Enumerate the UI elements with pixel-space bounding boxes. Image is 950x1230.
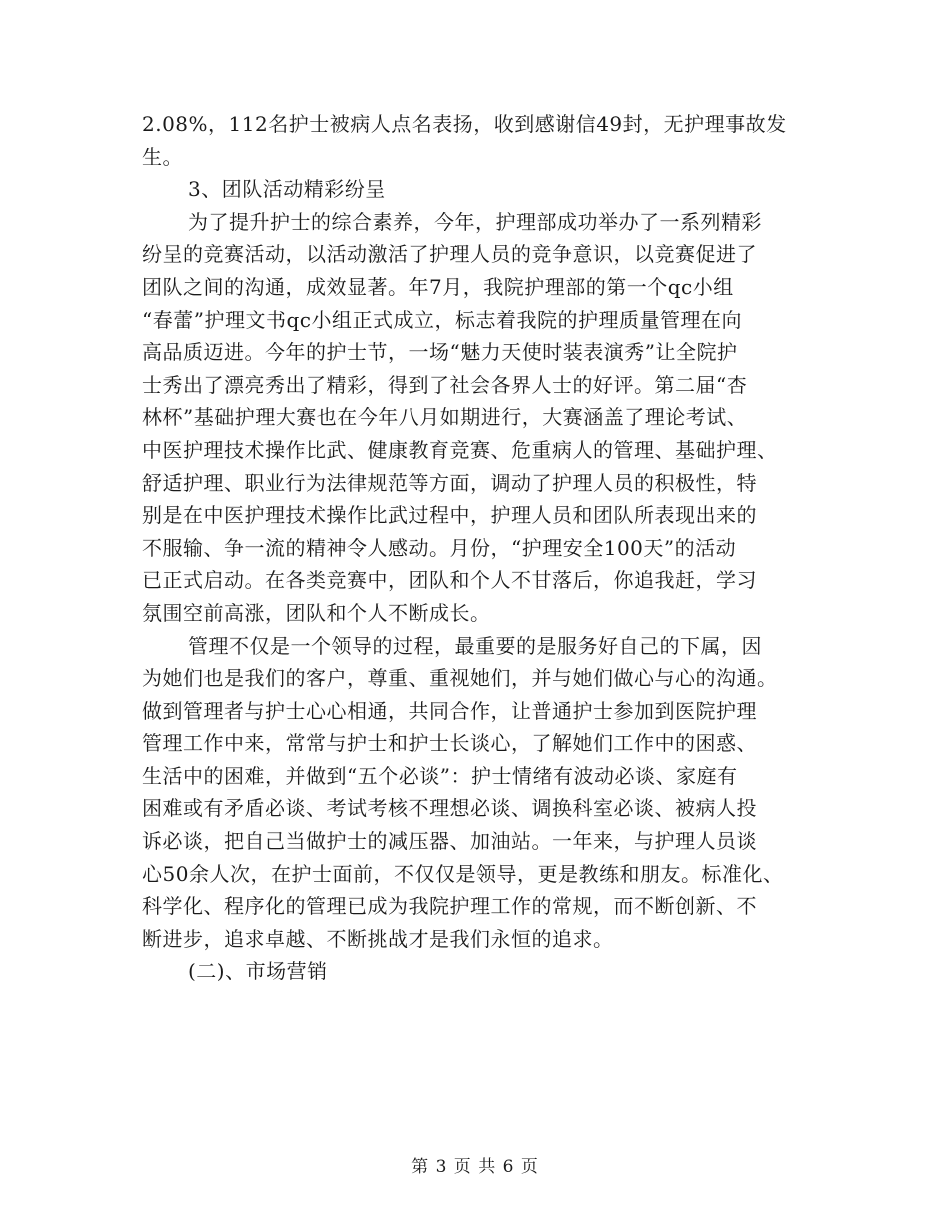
text-line: 管理工作中来，常常与护士和护士长谈心，了解她们工作中的困惑、 bbox=[142, 731, 757, 756]
text-line: 不服输、争一流的精神令人感动。月份，“护理安全100天”的活动 bbox=[142, 535, 737, 560]
text-line: 为了提升护士的综合素养，今年，护理部成功举办了一系列精彩 bbox=[188, 209, 762, 234]
text-line: 生活中的困难，并做到“五个必谈”：护士情绪有波动必谈、家庭有 bbox=[142, 763, 738, 788]
page-footer: 第 3 页 共 6 页 bbox=[411, 1157, 539, 1177]
text-line: 做到管理者与护士心心相通，共同合作，让普通护士参加到医院护理 bbox=[142, 698, 757, 723]
text-line: 困难或有矛盾必谈、考试考核不理想必谈、调换科室必谈、被病人投 bbox=[142, 796, 757, 821]
text-line: 为她们也是我们的客户，尊重、重视她们，并与她们做心与心的沟通。 bbox=[142, 666, 778, 691]
text-line: 生。 bbox=[142, 144, 183, 169]
text-line: 中医护理技术操作比武、健康教育竞赛、危重病人的管理、基础护理、 bbox=[142, 437, 778, 462]
text-line: 别是在中医护理技术操作比武过程中，护理人员和团队所表现出来的 bbox=[142, 503, 757, 528]
text-line: 舒适护理、职业行为法律规范等方面，调动了护理人员的积极性，特 bbox=[142, 470, 757, 495]
text-line: 断进步，追求卓越、不断挑战才是我们永恒的追求。 bbox=[142, 926, 614, 951]
body-text bbox=[142, 108, 822, 988]
text-line: 高品质迈进。今年的护士节，一场“魅力天使时装表演秀”让全院护 bbox=[142, 340, 738, 365]
text-line: 已正式启动。在各类竞赛中，团队和个人不甘落后，你追我赶，学习 bbox=[142, 568, 757, 593]
text-line: 2.08%，112名护士被病人点名表扬，收到感谢信49封，无护理事故发 bbox=[142, 112, 787, 136]
text-line: 诉必谈，把自己当做护士的减压器、加油站。一年来，与护理人员谈 bbox=[142, 829, 757, 854]
text-line: 林杯”基础护理大赛也在今年八月如期进行，大赛涵盖了理论考试、 bbox=[142, 405, 748, 430]
text-line: 3、团队活动精彩纷呈 bbox=[188, 177, 386, 202]
text-line: 团队之间的沟通，成效显著。年7月，我院护理部的第一个qc小组 bbox=[142, 274, 734, 299]
text-line: 科学化、程序化的管理已成为我院护理工作的常规，而不断创新、不 bbox=[142, 894, 757, 919]
text-line: “春蕾”护理文书qc小组正式成立，标志着我院的护理质量管理在向 bbox=[142, 307, 742, 332]
text-line: 氛围空前高涨，团队和个人不断成长。 bbox=[142, 600, 491, 625]
text-line: (二)、市场营销 bbox=[188, 959, 328, 984]
text-line: 士秀出了漂亮秀出了精彩，得到了社会各界人士的好评。第二届“杏 bbox=[142, 372, 748, 397]
text-line: 管理不仅是一个领导的过程，最重要的是服务好自己的下属，因 bbox=[188, 633, 762, 658]
text-line: 纷呈的竞赛活动，以活动激活了护理人员的竞争意识，以竞赛促进了 bbox=[142, 242, 757, 267]
text-line: 心50余人次，在护士面前，不仅仅是领导，更是教练和朋友。标准化、 bbox=[142, 861, 784, 886]
